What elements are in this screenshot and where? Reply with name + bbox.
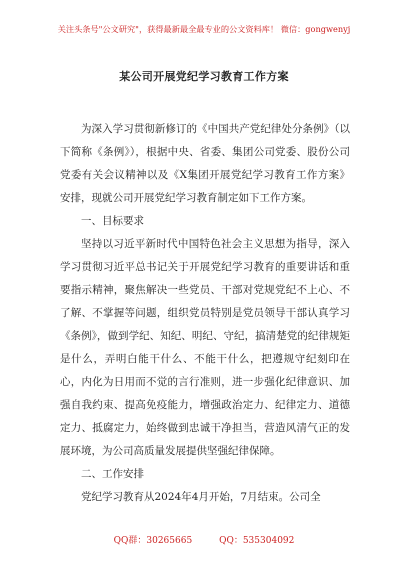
footer-qq: QQ：535304092 — [219, 536, 295, 546]
footer-qq-group: QQ群：30265665 — [113, 536, 193, 546]
goals-paragraph: 坚持以习近平新时代中国特色社会主义思想为指导，深入学习贯彻习近平总书记关于开展党纪学习教育的重要讲话和重要指示精神，聚焦解决一些党员、干部对党规党纪不上心、不了解、不掌握等问题，组织党员特别是党员领导干部认真学习《条例》，做到学纪、知纪、明纪、守纪，搞清楚党的纪律规矩是什么，弄明白能干什么、不能干什么，把遵规守纪刻印在心，内化为日用而不觉的言行准则，进一步强化纪律意识、加强自我约束、提高免疫能力，增强政治定力、纪律定力、道德定力、抵腐定力，始终做到忠诚干净担当，营造风清气正的发展环境，为公司高质量发展提供坚强纪律保障。 — [60, 238, 350, 457]
intro-paragraph: 为深入学习贯彻新修订的《中国共产党纪律处分条例》（以下简称《条例》），根据中央、省委、集团公司党委、股份公司党委有关会议精神以及《X集团开展党纪学习教育工作方案》安排，现就公司开展党纪学习教育制定如下工作方案。 — [60, 123, 350, 204]
document-body — [60, 118, 350, 509]
promo-banner: 关注头条号"公文研究"，获得最新最全最专业的公文资料库！ 微信：gongwenyj — [57, 24, 351, 34]
section-heading-arrangement: 二、工作安排 — [81, 468, 144, 480]
section-heading-goals: 一、目标要求 — [81, 215, 144, 227]
footer-contact — [0, 535, 408, 547]
document-title: 某公司开展党纪学习教育工作方案 — [119, 70, 289, 83]
arrangement-paragraph: 党纪学习教育从2024年4月开始，7月结束。公司全 — [81, 491, 321, 503]
